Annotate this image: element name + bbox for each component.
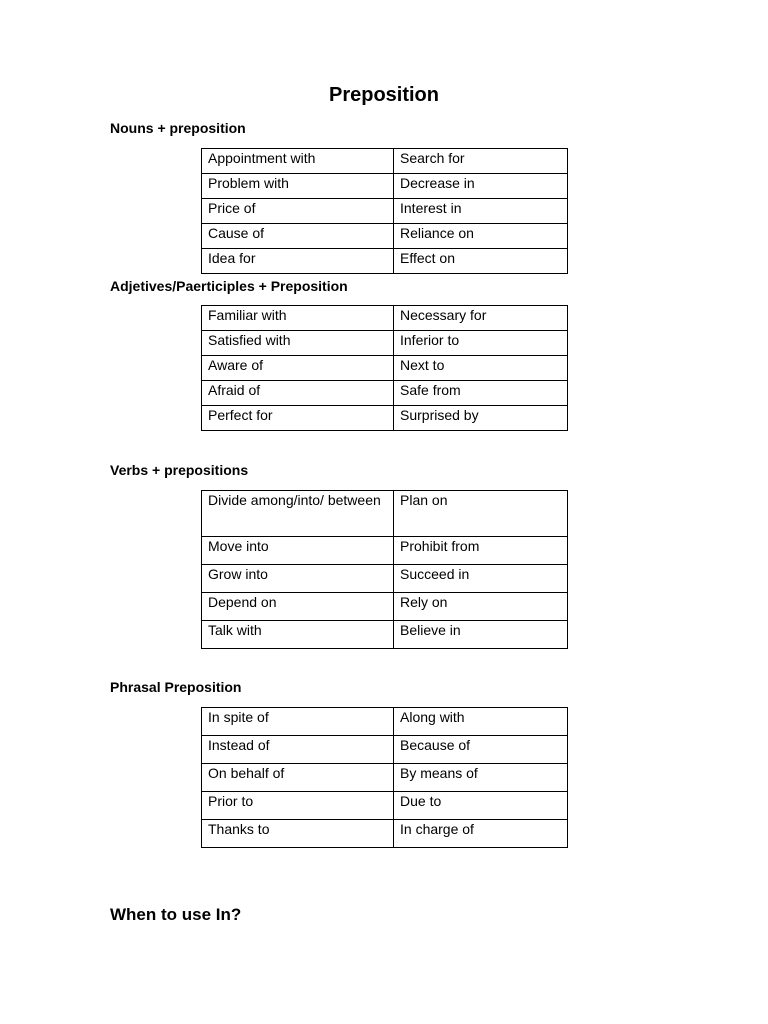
table-row (202, 708, 568, 736)
table-row (202, 736, 568, 764)
table-row (202, 537, 568, 565)
table-row (202, 820, 568, 848)
table-cell: Inferior to (394, 331, 568, 356)
table-cell: Prohibit from (394, 537, 568, 565)
table-cell: Prior to (202, 792, 394, 820)
table-row (202, 249, 568, 274)
table-cell: In spite of (202, 708, 394, 736)
section-heading-phrasal: Phrasal Preposition (110, 679, 242, 695)
table-cell: On behalf of (202, 764, 394, 792)
table-row (202, 199, 568, 224)
table-row (202, 149, 568, 174)
table-cell: Rely on (394, 593, 568, 621)
adjectives-preposition-table (201, 305, 568, 431)
table-cell: Succeed in (394, 565, 568, 593)
section-heading-when-to-use-in: When to use In? (110, 905, 242, 924)
table-cell: Reliance on (394, 224, 568, 249)
table-row (202, 565, 568, 593)
table-row (202, 792, 568, 820)
table-cell: Afraid of (202, 381, 394, 406)
table-cell: In charge of (394, 820, 568, 848)
table-cell: Move into (202, 537, 394, 565)
table-cell: Cause of (202, 224, 394, 249)
table-cell: Because of (394, 736, 568, 764)
table-cell: Interest in (394, 199, 568, 224)
table-cell: Instead of (202, 736, 394, 764)
table-cell: Necessary for (394, 306, 568, 331)
table-cell: Search for (394, 149, 568, 174)
table-cell: Perfect for (202, 406, 394, 431)
phrasal-preposition-table (201, 707, 568, 848)
table-row (202, 224, 568, 249)
verbs-preposition-table (201, 490, 568, 649)
table-cell: Price of (202, 199, 394, 224)
table-cell: By means of (394, 764, 568, 792)
table-cell: Idea for (202, 249, 394, 274)
page-title: Preposition (328, 84, 439, 106)
section-heading-nouns: Nouns + preposition (110, 120, 246, 136)
section-heading-adjectives: Adjetives/Paerticiples + Preposition (110, 278, 348, 294)
table-cell: Talk with (202, 621, 394, 649)
section-heading-verbs: Verbs + prepositions (110, 462, 249, 478)
nouns-preposition-table (201, 148, 568, 274)
table-cell: Thanks to (202, 820, 394, 848)
table-cell: Surprised by (394, 406, 568, 431)
table-row (202, 306, 568, 331)
table-row (202, 764, 568, 792)
table-row (202, 174, 568, 199)
table-row (202, 593, 568, 621)
table-cell: Along with (394, 708, 568, 736)
table-row (202, 406, 568, 431)
table-cell: Depend on (202, 593, 394, 621)
table-cell: Decrease in (394, 174, 568, 199)
table-cell: Effect on (394, 249, 568, 274)
table-cell: Plan on (394, 491, 568, 537)
table-cell: Believe in (394, 621, 568, 649)
table-cell: Grow into (202, 565, 394, 593)
table-cell: Familiar with (202, 306, 394, 331)
table-cell: Due to (394, 792, 568, 820)
table-cell: Appointment with (202, 149, 394, 174)
table-row (202, 491, 568, 537)
table-cell: Satisfied with (202, 331, 394, 356)
table-row (202, 621, 568, 649)
table-row (202, 356, 568, 381)
table-row (202, 381, 568, 406)
table-cell: Divide among/into/ between (202, 491, 394, 537)
table-cell: Aware of (202, 356, 394, 381)
table-row (202, 331, 568, 356)
table-cell: Next to (394, 356, 568, 381)
table-cell: Safe from (394, 381, 568, 406)
table-cell: Problem with (202, 174, 394, 199)
